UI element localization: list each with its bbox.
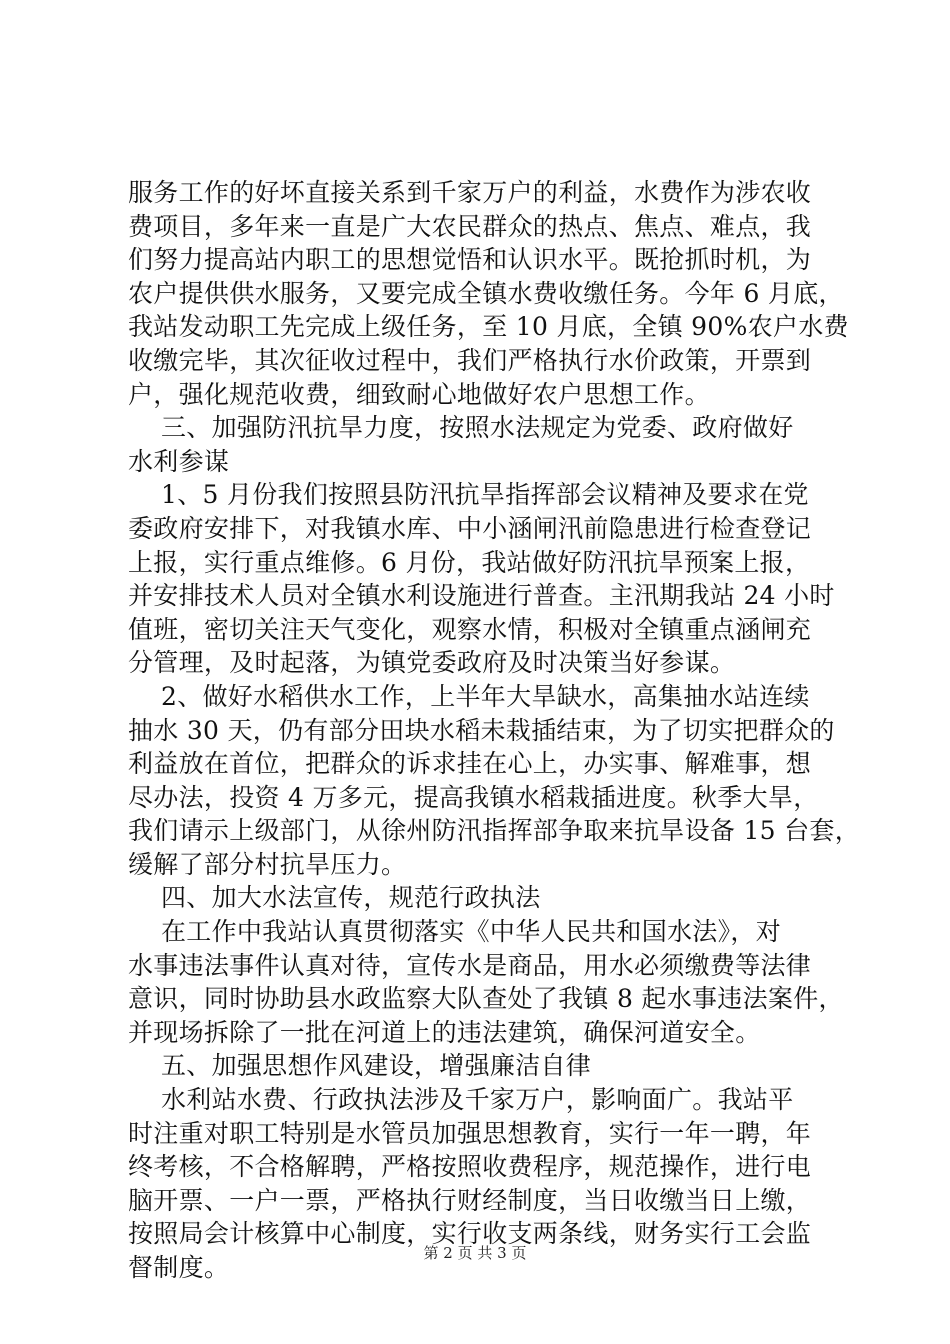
text-line: 抽水 30 天，仍有部分田块水稻未栽插结束，为了切实把群众的 [128,715,835,745]
text-line: 委政府安排下，对我镇水库、中小涵闸汛前隐患进行检查登记 [128,513,812,543]
page-footer: 第 2 页 共 3 页 [423,1244,527,1262]
text-line: 1、5 月份我们按照县防汛抗旱指挥部会议精神及要求在党 [128,480,809,510]
text-line: 三、加强防汛抗旱力度，按照水法规定为党委、政府做好 [128,413,794,443]
text-line: 水利站水费、行政执法涉及千家万户，影响面广。我站平 [128,1085,794,1115]
text-line: 服务工作的好坏直接关系到千家万户的利益，水费作为涉农收 [128,178,812,207]
text-line: 2、做好水稻供水工作，上半年大旱缺水，高集抽水站连续 [128,681,810,711]
text-line: 们努力提高站内职工的思想觉悟和认识水平。既抢抓时机，为 [128,245,812,275]
text-line: 水利参谋 [128,446,230,476]
text-line: 时注重对职工特别是水管员加强思想教育，实行一年一聘，年 [128,1118,812,1148]
text-line: 在工作中我站认真贯彻落实《中华人民共和国水法》，对 [128,917,781,947]
text-line: 值班，密切关注天气变化，观察水情，积极对全镇重点涵闸充 [128,614,812,644]
document-body [128,176,861,1285]
text-line: 我站发动职工先完成上级任务，至 10 月底，全镇 90%农户水费 [128,312,849,342]
text-line: 意识，同时协助县水政监察大队查处了我镇 8 起水事违法案件， [128,984,844,1014]
text-line: 收缴完毕，其次征收过程中，我们严格执行水价政策，开票到 [128,345,812,375]
text-line: 五、加强思想作风建设，增强廉洁自律 [128,1051,592,1081]
text-line: 四、加大水法宣传，规范行政执法 [128,883,541,913]
text-line: 缓解了部分村抗旱压力。 [128,849,407,879]
text-line: 我们请示上级部门，从徐州防汛指挥部争取来抗旱设备 15 台套， [128,816,861,846]
text-line: 户，强化规范收费，细致耐心地做好农户思想工作。 [128,379,710,409]
text-line: 按照局会计核算中心制度，实行收支两条线，财务实行工会监 [128,1219,812,1249]
text-line: 终考核，不合格解聘，严格按照收费程序，规范操作，进行电 [128,1152,812,1182]
text-line: 尽办法，投资 4 万多元，提高我镇水稻栽插进度。秋季大旱， [128,782,819,812]
text-line: 脑开票、一户一票，严格执行财经制度，当日收缴当日上缴， [128,1185,812,1215]
text-line: 并现场拆除了一批在河道上的违法建筑，确保河道安全。 [128,1017,761,1047]
text-line: 水事违法事件认真对待，宣传水是商品，用水必须缴费等法律 [128,950,812,980]
text-line: 利益放在首位，把群众的诉求挂在心上，办实事、解难事，想 [128,749,812,779]
text-line: 并安排技术人员对全镇水利设施进行普查。主汛期我站 24 小时 [128,581,835,611]
text-line: 农户提供供水服务，又要完成全镇水费收缴任务。今年 6 月底， [128,278,844,308]
text-line: 费项目，多年来一直是广大农民群众的热点、焦点、难点，我 [128,211,812,241]
text-line: 上报，实行重点维修。6 月份，我站做好防汛抗旱预案上报， [128,547,811,577]
text-line: 分管理，及时起落，为镇党委政府及时决策当好参谋。 [128,648,736,678]
text-line: 督制度。 [128,1253,230,1282]
